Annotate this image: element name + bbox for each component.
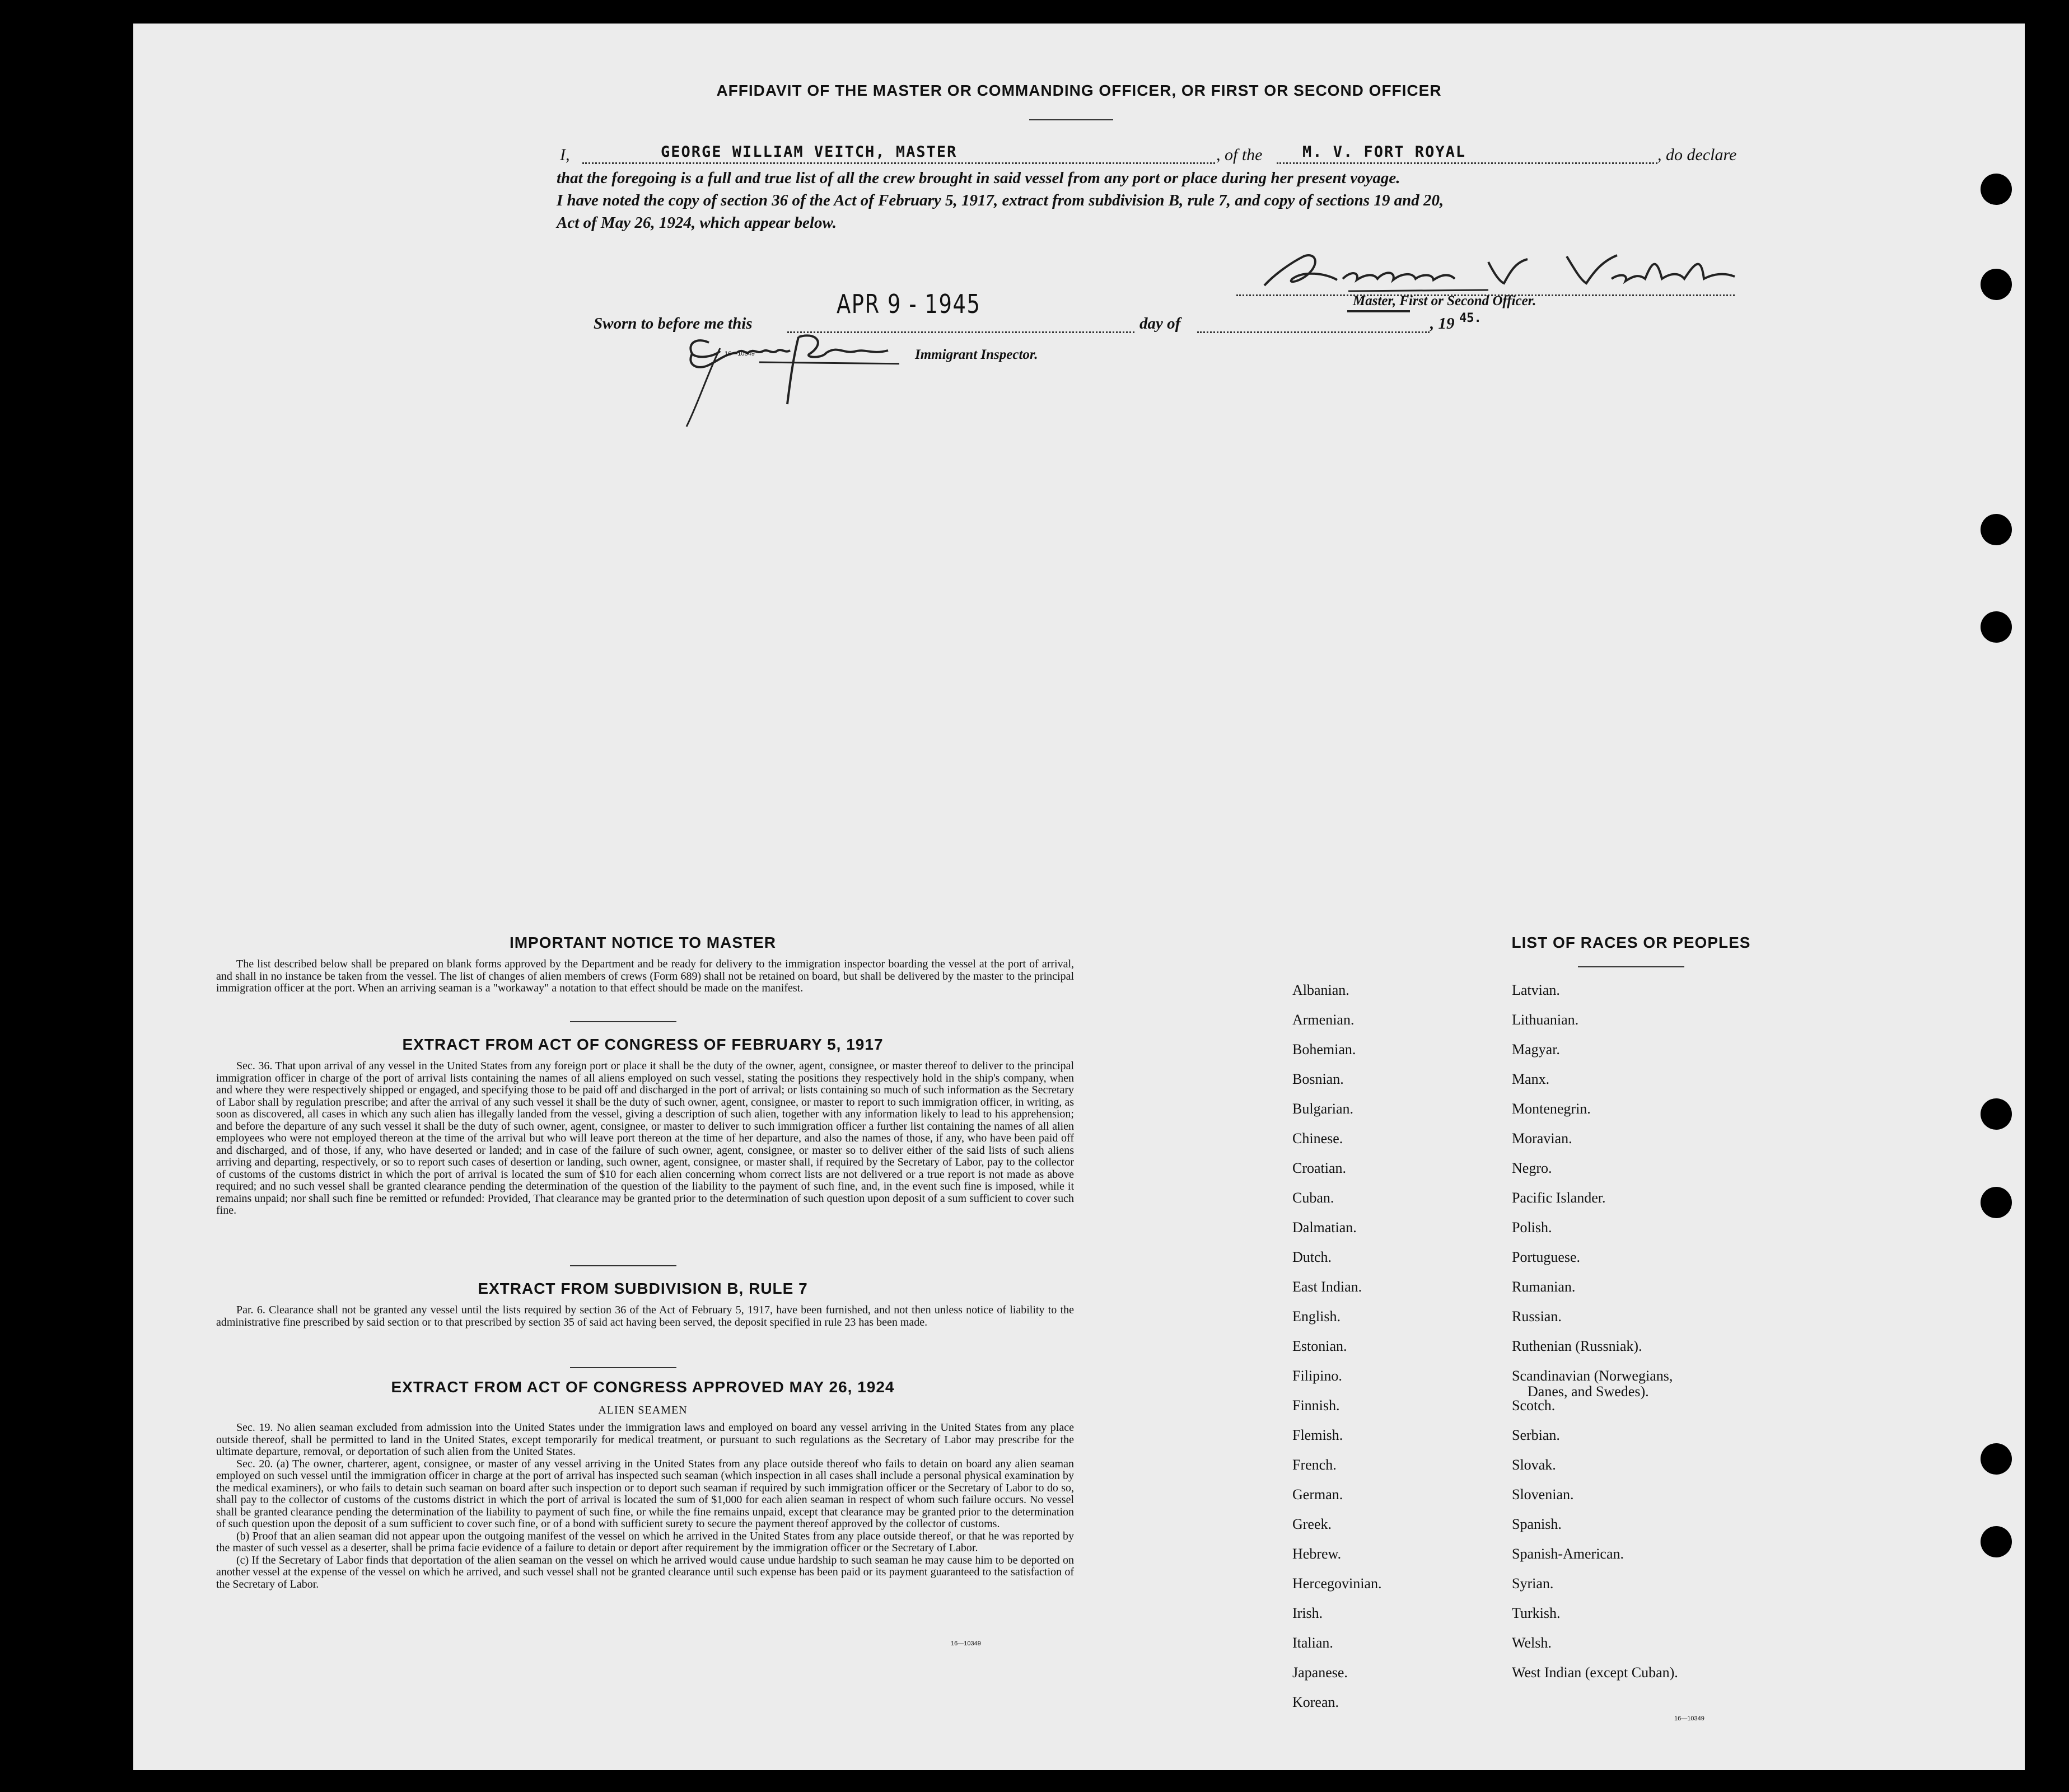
sec20b-paragraph: (b) Proof that an alien seaman did not appear upon the outgoing manifest of the vessel on which he arrived in the United States from any place outside thereof, or that he was reported by the master of such vessel as a deserter, shall be prima facie evidence of a failure to detain or deport after requirement by the immigration officer or the Secretary of Labor.	[216, 1529, 1074, 1554]
race-item: Manx.	[1512, 1071, 1550, 1087]
extract2-title: EXTRACT FROM SUBDIVISION B, RULE 7	[478, 1280, 808, 1297]
race-item: Ruthenian (Russniak).	[1512, 1338, 1642, 1354]
day-of-label: day of	[1139, 315, 1181, 333]
race-item: Polish.	[1512, 1219, 1552, 1236]
punch-hole	[1981, 1443, 2012, 1475]
document-sheet	[133, 24, 2025, 1770]
race-item: Scotch.	[1512, 1397, 1556, 1414]
extract3-subtitle: ALIEN SEAMEN	[598, 1404, 688, 1416]
race-item: Chinese.	[1292, 1130, 1343, 1147]
race-item: Russian.	[1512, 1308, 1562, 1325]
punch-hole	[1981, 1098, 2012, 1130]
notice-title: IMPORTANT NOTICE TO MASTER	[509, 934, 777, 951]
race-item: Spanish-American.	[1512, 1546, 1624, 1562]
race-item: Moravian.	[1512, 1130, 1572, 1147]
master-name-line	[582, 162, 1215, 164]
sworn-label: Sworn to before me this	[594, 315, 753, 333]
race-item: Armenian.	[1292, 1012, 1355, 1028]
race-item: Irish.	[1292, 1605, 1323, 1621]
race-item: Dutch.	[1292, 1249, 1332, 1265]
vessel-name-line	[1277, 162, 1657, 164]
notice-paragraph: The list described below shall be prepared on blank forms approved by the Department and be ready for delivery to the immigration inspector boarding the vessel at the port of arrival, and shall in no instance be taken from the vessel. The list of changes of alien members of crews (Form 689) shall not be retained on board, but shall be delivered by the master to the principal immigration officer at the port. When an arriving seaman is a "workaway" a notation to that effect should be made on the manifest.	[216, 958, 1074, 994]
race-item: Finnish.	[1292, 1397, 1340, 1414]
race-item: Cuban.	[1292, 1190, 1334, 1206]
race-item: Bulgarian.	[1292, 1101, 1354, 1117]
title-divider	[1029, 119, 1113, 120]
extract3-title: EXTRACT FROM ACT OF CONGRESS APPROVED MAY 26, 1924	[391, 1378, 895, 1396]
affidavit-form-number: 16—10349	[725, 350, 755, 357]
affidavit-title: AFFIDAVIT OF THE MASTER OR COMMANDING OFFICER, OR FIRST OR SECOND OFFICER	[716, 82, 1442, 99]
race-item: Dalmatian.	[1292, 1219, 1357, 1236]
master-name-field: GEORGE WILLIAM VEITCH, MASTER	[661, 143, 958, 161]
sec20a-paragraph: Sec. 20. (a) The owner, charterer, agent, consignee, or master of any vessel arriving in the United States from any place outside thereof who fails to detain on board any alien seaman employed on such vessel until the immigration officer in charge at the port of arrival has inspected such seaman (which inspection in all cases shall include a personal physical examination by the medical examiners), or who fails to detain such seaman on board after such inspection or to deport such seaman if required by such immigration officer or the Secretary of Labor to do so, shall pay to the collector of customs of the customs district in which the port of arrival is located the sum of $1,000 for each alien seaman in respect of whom such failure occurs. No vessel shall be granted clearance pending the determination of the liability to payment of such fine, or while the fine remains unpaid, except that clearance may be granted prior to the determination of such question upon the deposit of a sum sufficient to cover such fine, or of a bond with sufficient surety to secure the payment thereof approved by the collector of customs.	[216, 1457, 1074, 1530]
race-item: Syrian.	[1512, 1575, 1554, 1592]
declaration-line-4: Act of May 26, 1924, which appear below.	[557, 214, 837, 232]
race-item: Slovak.	[1512, 1457, 1556, 1473]
month-line	[1197, 331, 1430, 333]
race-item: Korean.	[1292, 1694, 1339, 1710]
punch-hole	[1981, 514, 2012, 545]
i-label: I,	[560, 146, 570, 164]
notice-divider-3	[570, 1367, 676, 1368]
race-item: Greek.	[1292, 1516, 1332, 1532]
race-item: Filipino.	[1292, 1368, 1342, 1384]
races-title: LIST OF RACES OR PEOPLES	[1511, 934, 1751, 951]
notice-form-number: 16—10349	[951, 1640, 981, 1647]
punch-hole	[1981, 611, 2012, 643]
race-item: Flemish.	[1292, 1427, 1343, 1443]
race-item: Serbian.	[1512, 1427, 1560, 1443]
race-item: French.	[1292, 1457, 1337, 1473]
notice-divider-1	[570, 1021, 676, 1022]
race-item: Turkish.	[1512, 1605, 1561, 1621]
race-item: Montenegrin.	[1512, 1101, 1591, 1117]
race-item: English.	[1292, 1308, 1341, 1325]
race-item: Bosnian.	[1292, 1071, 1344, 1087]
race-item: Latvian.	[1512, 982, 1560, 998]
race-item: Hercegovinian.	[1292, 1575, 1382, 1592]
declaration-line-3: I have noted the copy of section 36 of the Act of February 5, 1917, extract from subdivision B, rule 7, and copy of sections 19 and 20,	[557, 191, 1444, 209]
race-item: Italian.	[1292, 1635, 1333, 1651]
race-item: Estonian.	[1292, 1338, 1347, 1354]
race-item: Lithuanian.	[1512, 1012, 1579, 1028]
extract1-title: EXTRACT FROM ACT OF CONGRESS OF FEBRUARY 5, 1917	[402, 1036, 884, 1053]
race-item: Japanese.	[1292, 1664, 1348, 1681]
races-divider	[1578, 966, 1684, 967]
race-item: Magyar.	[1512, 1041, 1560, 1058]
notice-divider-2	[570, 1265, 676, 1266]
year-prefix: , 19	[1430, 315, 1455, 333]
race-item: Rumanian.	[1512, 1279, 1576, 1295]
race-item: German.	[1292, 1486, 1343, 1503]
signature-underline	[1347, 310, 1410, 312]
races-form-number: 16—10349	[1674, 1715, 1704, 1722]
of-the-label: , of the	[1216, 146, 1263, 164]
signature-caption: Master, First or Second Officer.	[1353, 293, 1536, 308]
race-item: Pacific Islander.	[1512, 1190, 1606, 1206]
race-item: Croatian.	[1292, 1160, 1347, 1176]
notice-text	[216, 958, 1074, 995]
master-signature	[1253, 240, 1757, 301]
punch-hole	[1981, 174, 2012, 205]
race-item: Portuguese.	[1512, 1249, 1581, 1265]
race-item: Spanish.	[1512, 1516, 1562, 1532]
punch-hole	[1981, 269, 2012, 300]
race-item: Slovenian.	[1512, 1486, 1574, 1503]
race-item: Hebrew.	[1292, 1546, 1342, 1562]
race-item: Albanian.	[1292, 982, 1349, 998]
race-item: Welsh.	[1512, 1635, 1552, 1651]
race-item: Bohemian.	[1292, 1041, 1356, 1058]
punch-hole	[1981, 1187, 2012, 1218]
declaration-line-2: that the foregoing is a full and true list of all the crew brought in said vessel from any port or place during her present voyage.	[557, 169, 1400, 187]
punch-hole	[1981, 1526, 2012, 1557]
do-declare-label: , do declare	[1657, 146, 1737, 164]
par6-paragraph: Par. 6. Clearance shall not be granted any vessel until the lists required by section 36 of the Act of February 5, 1917, have been furnished, and not then unless notice of liability to the administrative fine prescribed by said section or to that prescribed by section 35 of said act having been served, the deposit specified in rule 23 has been made.	[216, 1304, 1074, 1328]
race-item: Danes, and Swedes).	[1528, 1383, 1649, 1400]
sec20c-paragraph: (c) If the Secretary of Labor finds that deportation of the alien seaman on the vessel on which he arrived would cause undue hardship to such seaman he may cause him to be deported on another vessel at the expense of the vessel on which he arrived, and such vessel shall not be granted clearance until such expense has been paid or its payment guaranteed to the satisfaction of the Secretary of Labor.	[216, 1554, 1074, 1590]
sec19-paragraph: Sec. 19. No alien seaman excluded from admission into the United States under the immigration laws and employed on board any vessel arriving in the United States from any place outside thereof, shall be permitted to land in the United States, except temporarily for medical treatment, or pursuant to such regulations as the Secretary of Labor may prescribe for the ultimate departure, removal, or deportation of such alien from the United States.	[216, 1421, 1074, 1458]
extract2-body	[216, 1304, 1074, 1328]
sec36-paragraph: Sec. 36. That upon arrival of any vessel in the United States from any foreign port or place it shall be the duty of the owner, agent, consignee, or master thereof to deliver to the principal immigration officer in charge of the port of arrival lists containing the names of all aliens employed on such vessel, stating the positions they respectively hold in the ship's company, when and where they were respectively shipped or engaged, and specifying those to be paid off and discharged in the port of arrival; or lists containing so much of such information as the Secretary of Labor shall by regulation prescribe; and after the arrival of any such vessel it shall be the duty of such owner, agent, consignee, or master to report to such immigration officer, in writing, as soon as discovered, all cases in which any such alien has illegally landed from the vessel, giving a description of such alien, together with any information likely to lead to his apprehension; and before the departure of any such vessel it shall be the duty of such owner, agent, consignee, or master to deliver to such immigration officer a further list containing the names of all alien employees who were not employed thereon at the time of the arrival but who will leave port thereon at the time of her departure, and also the names of those, if any, who have been paid off and discharged, and of those, if any, who have deserted or landed; and in case of the failure of such owner, agent, consignee, or master so to deliver either of the said lists of such aliens arriving and departing, respectively, or so to report such cases of desertion or landing, such owner, agent, consignee, or master shall, if required by the Secretary of Labor, pay to the collector of customs of the customs district in which the port of arrival is located the sum of $10 for each alien concerning whom correct lists are not delivered or a true report is not made as above required; and no such vessel shall be granted clearance pending the determination of the question of the liability to the payment of such fine, and, in the event such fine is imposed, while it remains unpaid; nor shall such fine be remitted or refunded: Provided, That clearance may be granted prior to the determination of such question upon deposit of a sum sufficient to cover such fine.	[216, 1060, 1074, 1216]
extract1-body	[216, 1060, 1074, 1217]
race-item: Scandinavian (Norwegians,	[1512, 1368, 1673, 1384]
year-field: 45.	[1459, 311, 1482, 325]
date-stamp: APR 9 - 1945	[837, 289, 981, 319]
inspector-caption: Immigrant Inspector.	[915, 347, 1038, 362]
inspector-signature	[675, 326, 899, 432]
race-item: Negro.	[1512, 1160, 1552, 1176]
extract3-body	[216, 1422, 1074, 1590]
race-item: East Indian.	[1292, 1279, 1362, 1295]
vessel-name-field: M. V. FORT ROYAL	[1302, 143, 1466, 161]
race-item: West Indian (except Cuban).	[1512, 1664, 1678, 1681]
